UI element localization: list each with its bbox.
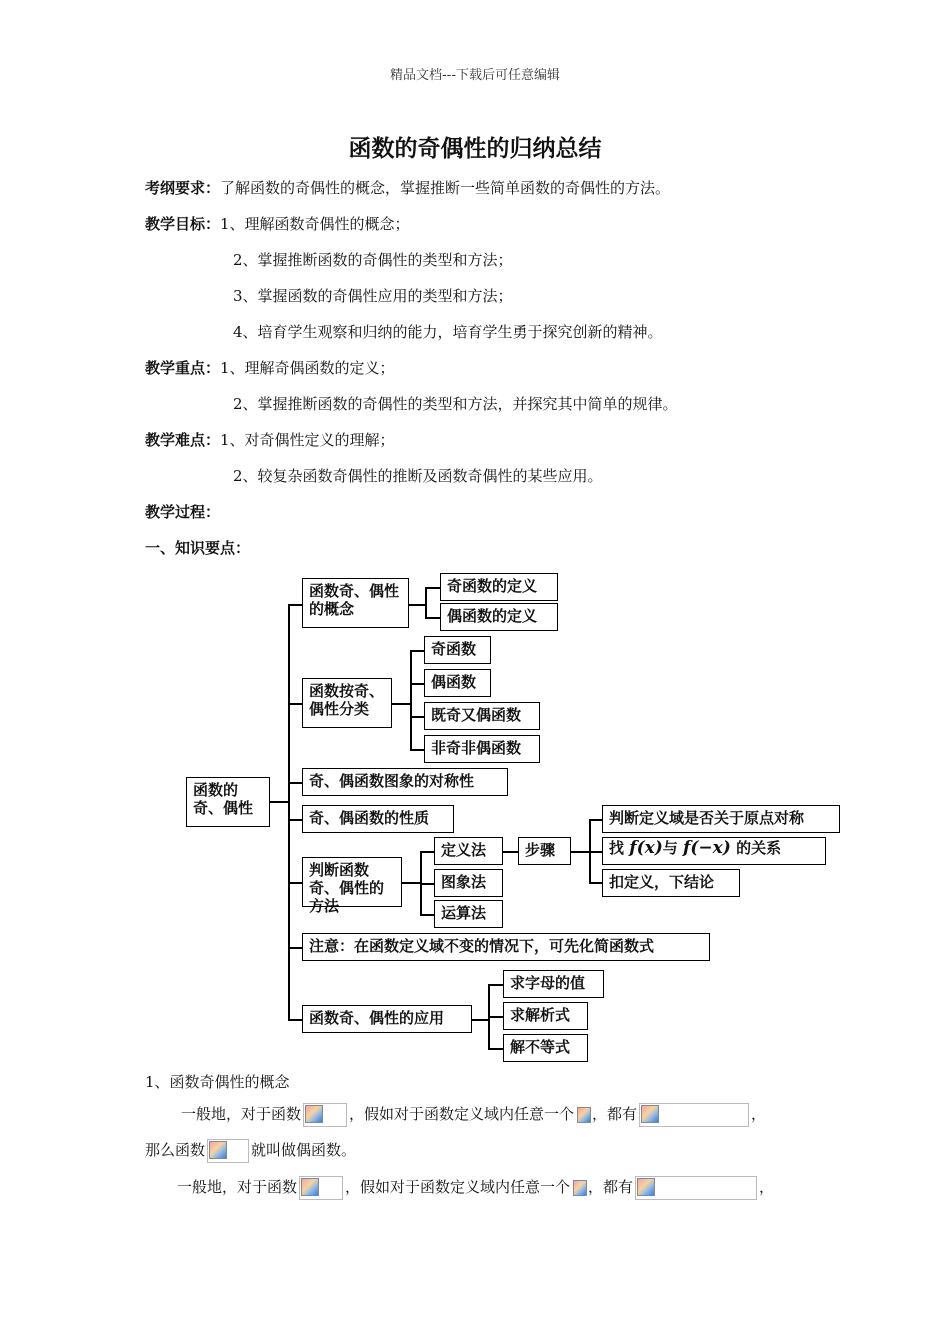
key-points-label: 教学重点： bbox=[145, 359, 221, 377]
diagram-method-operation: 运算法 bbox=[434, 900, 503, 928]
key-point-item: 1、理解奇偶函数的定义； bbox=[220, 359, 395, 377]
diagram-class-item: 非奇非偶函数 bbox=[424, 735, 540, 763]
diagram-step2-mid: 与 bbox=[662, 839, 678, 857]
wire bbox=[288, 604, 302, 606]
concept-paragraph-1-cont bbox=[145, 1139, 356, 1163]
section1-label: 一、知识要点： bbox=[145, 539, 251, 557]
wire bbox=[589, 882, 602, 884]
text-run: ， bbox=[759, 1178, 775, 1196]
requirement-line bbox=[145, 177, 670, 198]
wire bbox=[288, 703, 302, 705]
formula-image-placeholder bbox=[635, 1176, 757, 1200]
wire bbox=[288, 947, 302, 949]
wire bbox=[589, 819, 602, 821]
wire bbox=[488, 1016, 503, 1018]
diagram-step2-pre: 找 bbox=[609, 839, 625, 857]
diagram-class-item: 奇函数 bbox=[424, 636, 491, 664]
wire bbox=[420, 851, 434, 853]
wire bbox=[288, 819, 302, 821]
wire bbox=[392, 703, 410, 705]
diagram-apply: 函数奇、偶性的应用 bbox=[302, 1005, 472, 1033]
formula-image-placeholder bbox=[572, 1179, 586, 1197]
concept-paragraph-1 bbox=[181, 1103, 766, 1127]
formula-image-placeholder bbox=[639, 1103, 749, 1127]
diagram-concept-odd: 奇函数的定义 bbox=[440, 573, 558, 601]
difficulty-item: 1、对奇偶性定义的理解； bbox=[220, 431, 395, 449]
diagram-step2 bbox=[602, 837, 826, 865]
goal-item: 3、掌握函数的奇偶性应用的类型和方法； bbox=[233, 287, 513, 305]
wire bbox=[488, 984, 503, 986]
diagram-step2-f2: f(−x) bbox=[683, 838, 731, 858]
page-header: 精品文档---下载后可任意编辑 bbox=[389, 68, 561, 83]
text-run: 一般地，对于函数 bbox=[181, 1105, 302, 1123]
text-run: ，都有 bbox=[592, 1105, 638, 1123]
diagram-step3: 扣定义，下结论 bbox=[602, 869, 740, 897]
goal-item: 1、理解函数奇偶性的概念； bbox=[220, 215, 410, 233]
key-point-item: 2、掌握推断函数的奇偶性的类型和方法，并探究其中简单的规律。 bbox=[233, 395, 678, 413]
difficulties-label: 教学难点： bbox=[145, 431, 221, 449]
diagram-step1: 判断定义域是否关于原点对称 bbox=[602, 805, 840, 833]
diagram-method-graph: 图象法 bbox=[434, 869, 503, 897]
wire bbox=[425, 617, 440, 619]
wire bbox=[503, 851, 518, 853]
diagram-step2-post: 的关系 bbox=[736, 839, 782, 857]
formula-image-placeholder bbox=[207, 1139, 249, 1163]
text-run: ，假如对于函数定义域内任意一个 bbox=[345, 1178, 571, 1196]
diagram-property: 奇、偶函数的性质 bbox=[302, 805, 454, 833]
key-points-line-1 bbox=[145, 357, 395, 378]
process-label: 教学过程： bbox=[145, 503, 221, 521]
diagram-class-item: 偶函数 bbox=[424, 669, 491, 697]
text-run: ，假如对于函数定义域内任意一个 bbox=[349, 1105, 575, 1123]
diagram-steps: 步骤 bbox=[518, 837, 571, 865]
wire bbox=[410, 683, 424, 685]
formula-image-placeholder bbox=[299, 1176, 343, 1200]
diagram-class-item: 既奇又偶函数 bbox=[424, 702, 540, 730]
wire bbox=[420, 914, 434, 916]
formula-image-placeholder bbox=[576, 1106, 590, 1124]
diagram-concept-even: 偶函数的定义 bbox=[440, 603, 558, 631]
wire bbox=[472, 1019, 488, 1021]
wire bbox=[409, 604, 425, 606]
text-run: ， bbox=[751, 1105, 767, 1123]
wire bbox=[410, 650, 412, 750]
goal-item: 2、掌握推断函数的奇偶性的类型和方法； bbox=[233, 251, 513, 269]
requirement-text: 了解函数的奇偶性的概念，掌握推断一些简单函数的奇偶性的方法。 bbox=[220, 179, 671, 197]
diagram-apply-item: 解不等式 bbox=[503, 1034, 588, 1062]
diagram-method-definition: 定义法 bbox=[434, 837, 503, 865]
wire bbox=[270, 801, 288, 803]
diagram-concept: 函数奇、偶性的概念 bbox=[302, 578, 409, 628]
wire bbox=[589, 851, 602, 853]
wire bbox=[425, 587, 427, 618]
wire bbox=[288, 604, 290, 1020]
wire bbox=[402, 882, 420, 884]
wire bbox=[410, 716, 424, 718]
wire bbox=[571, 851, 589, 853]
diagram-classify: 函数按奇、偶性分类 bbox=[302, 678, 392, 728]
concept-paragraph-2 bbox=[177, 1176, 774, 1200]
diagram-note: 注意：在函数定义域不变的情况下，可先化简函数式 bbox=[302, 933, 710, 961]
diagram-apply-item: 求解析式 bbox=[503, 1002, 588, 1030]
difficulty-item: 2、较复杂函数奇偶性的推断及函数奇偶性的某些应用。 bbox=[233, 467, 603, 485]
diagram-symmetry: 奇、偶函数图象的对称性 bbox=[302, 768, 508, 796]
goal-item: 4、培育学生观察和归纳的能力，培育学生勇于探究创新的精神。 bbox=[233, 323, 663, 341]
difficulties-line-1 bbox=[145, 429, 395, 450]
wire bbox=[288, 1019, 302, 1021]
wire bbox=[288, 782, 302, 784]
goals-line-1 bbox=[145, 213, 410, 234]
diagram-step2-f1: f(x) bbox=[629, 838, 663, 858]
wire bbox=[410, 749, 424, 751]
wire bbox=[420, 883, 434, 885]
diagram-apply-item: 求字母的值 bbox=[503, 970, 604, 998]
wire bbox=[425, 587, 440, 589]
text-run: ，都有 bbox=[588, 1178, 634, 1196]
wire bbox=[288, 882, 302, 884]
wire bbox=[410, 650, 424, 652]
text-run: 就叫做偶函数。 bbox=[251, 1141, 357, 1159]
concept-heading: 1、函数奇偶性的概念 bbox=[145, 1073, 290, 1091]
goals-label: 教学目标： bbox=[145, 215, 221, 233]
diagram-root: 函数的奇、偶性 bbox=[186, 777, 270, 827]
formula-image-placeholder bbox=[303, 1103, 347, 1127]
text-run: 一般地，对于函数 bbox=[177, 1178, 298, 1196]
requirement-label: 考纲要求： bbox=[145, 179, 221, 197]
text-run: 那么函数 bbox=[145, 1141, 206, 1159]
diagram-methods: 判断函数奇、偶性的方法 bbox=[302, 857, 402, 907]
wire bbox=[488, 1048, 503, 1050]
document-title: 函数的奇偶性的归纳总结 bbox=[348, 136, 602, 162]
